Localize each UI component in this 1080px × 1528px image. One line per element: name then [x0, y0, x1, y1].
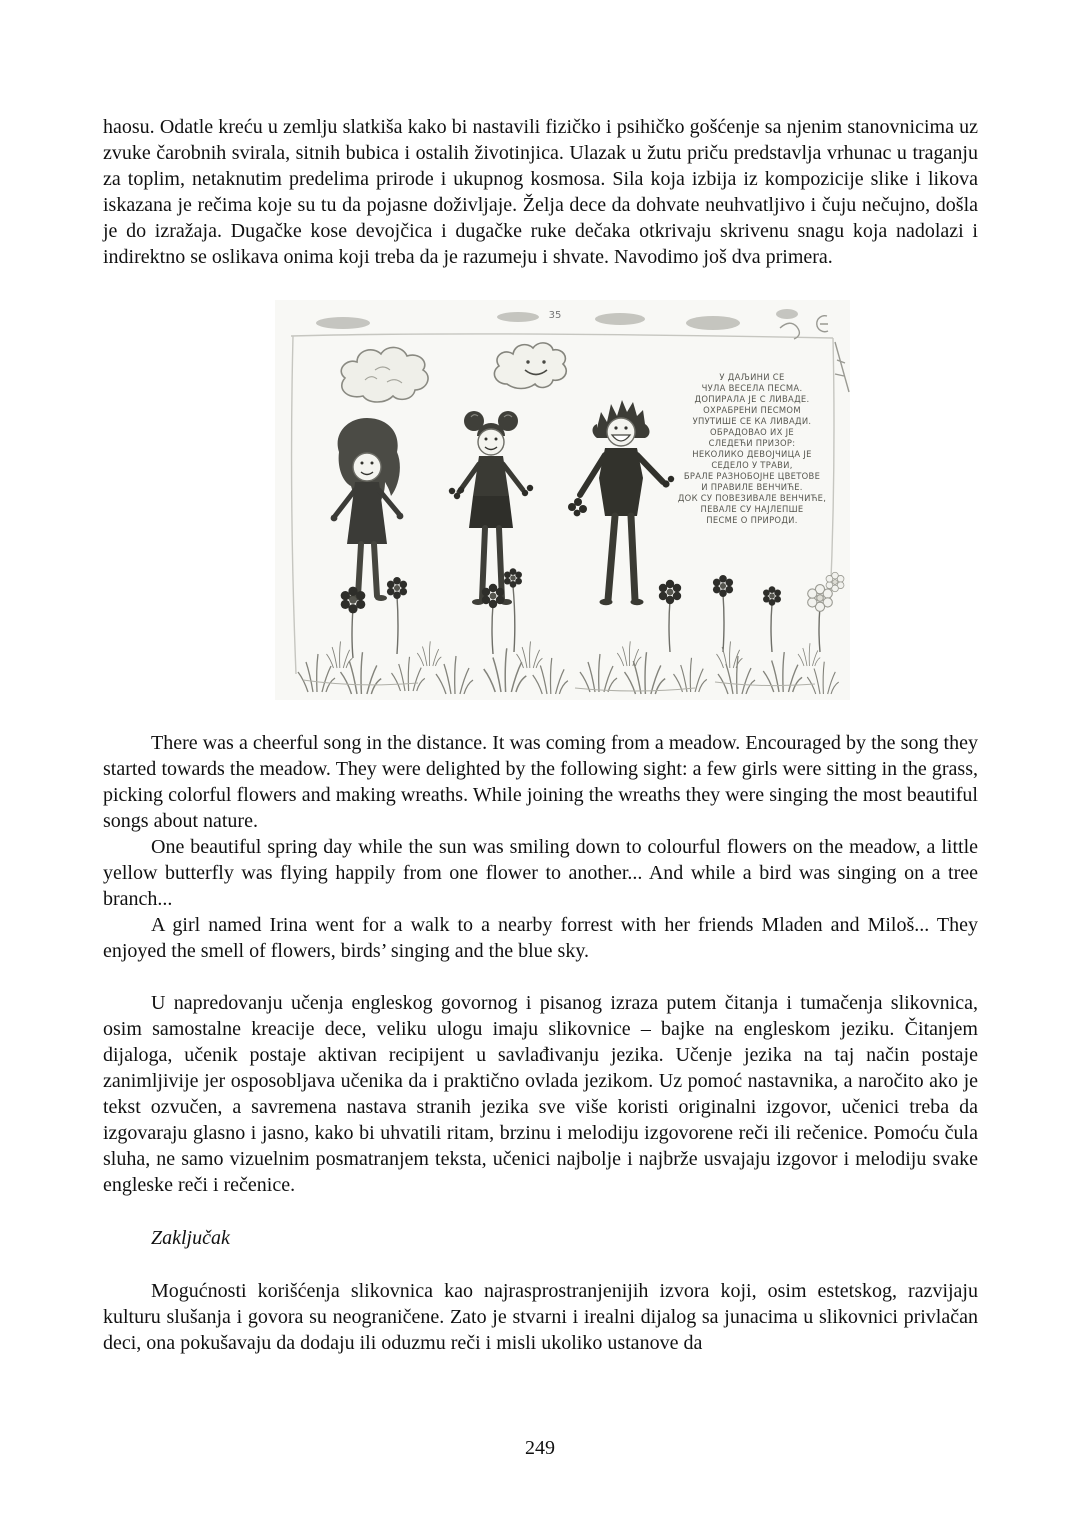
caption-line: ЧУЛА ВЕСЕЛА ПЕСМА.: [701, 383, 803, 393]
body-paragraph-6: Mogućnosti korišćenja slikovnica kao najrasprostranjenijih izvora koji, osim estetskog, razvijaju kulturu slušanja i govora su neograničene. Zato je stvarni i irealni dijalog sa junacima u slikovnici privlačan deci, ona pokušavaju da dodaju ili oduzmu reči i misli ukoliko ustanove da: [103, 1280, 978, 1354]
children-drawing-figure: [275, 300, 850, 700]
caption-line: ДОК СУ ПОВЕЗИВАЛЕ ВЕНЧИЋЕ,: [677, 493, 827, 503]
caption-line: УПУТИШЕ СЕ КА ЛИВАДИ.: [692, 416, 812, 426]
caption-line: И ПРАВИЛЕ ВЕНЧИЋЕ.: [701, 482, 803, 492]
body-paragraph-5: U napredovanju učenja engleskog govornog i pisanog izraza putem čitanja i tumačenja slikovnica, osim samostalne kreacije dece, veliku ulogu imaju slikovnice – bajke na engleskom jeziku. Čitanjem dijaloga, učenik postaje aktivan recipijent u savlađivanju jezika. Učenje jezika na taj način postaje zanimljivije jer osposobljava učenika da i praktično ovlada jezikom. Uz pomoć nastavnika, a naročito ako je tekst ozvučen, a savremena nastava stranih jezika sve više koristi originalni izgovor, učenici treba da izgovaraju glasno i jasno, kako bi uhvatili ritam, brzinu i melodiju izgovorene reči ili rečenice. Pomoću čula sluha, ne samo vizuelnim posmatranjem teksta, učenici najbolje i najbrže usvajaju izgovor i melodiju svake engleske reči i rečenice.: [103, 992, 978, 1196]
drawing-caption: [678, 372, 826, 525]
caption-line: ОБРАДОВАО ИХ ЈЕ: [710, 427, 794, 437]
cloud-eye-left: [526, 360, 529, 363]
body-paragraph-4: A girl named Irina went for a walk to a nearby forrest with her friends Mladen and Miloš... They enjoyed the smell of flowers, birds’ singing and the blue sky.: [103, 914, 978, 962]
caption-line: СЕДЕЛО У ТРАВИ,: [711, 460, 793, 470]
body-paragraph-2: There was a cheerful song in the distance. It was coming from a meadow. Encouraged by the song they started towards the meadow. They were delighted by the following sight: a few girls were sitting in the grass, picking colorful flowers and making wreaths. While joining the wreaths they were singing the most beautiful songs about nature.: [103, 732, 978, 832]
caption-line: ПЕСМЕ О ПРИРОДИ.: [706, 515, 798, 525]
body-paragraph-1: haosu. Odatle kreću u zemlju slatkiša kako bi nastavili fizičko i psihičko gošćenje sa njenim stanovnicima uz zvuke čarobnih svirala, sitnih bubica i ostalih životinjica. Ulazak u žutu priču predstavlja vrhunac u traganju za toplim, netaknutim predelima prirode i ukupnog kosmosa. Sila koja izbija iz kompozicije slike i likova iskazana je rečima koje su tu da pojasne doživljaje. Želja dece da dohvate neuhvatljivo i čuju nečujno, došla je do izražaja. Dugačke kose devojčica i dugačke ruke dečaka otkrivaju skrivenu snagu koja nadolazi i indirektno se oslikava onima koji treba da je razumeju i shvate. Navodimo još dva primera.: [103, 116, 978, 268]
caption-line: БРАЛЕ РАЗНОБОЈНЕ ЦВЕТОВЕ: [683, 471, 821, 481]
page-number: 249: [525, 1437, 555, 1459]
caption-line: СЛЕДЕЋИ ПРИЗОР:: [708, 438, 796, 448]
cloud-eye-right: [542, 360, 545, 363]
caption-line: ДОПИРАЛА ЈЕ С ЛИВАДЕ.: [694, 394, 810, 404]
scan-page-number: 35: [548, 310, 562, 321]
caption-line: НЕКОЛИКО ДЕВОЈЧИЦА ЈЕ: [692, 449, 812, 459]
body-paragraph-3: One beautiful spring day while the sun was smiling down to colourful flowers on the meadow, a little yellow butterfly was flying happily from one flower to another... And while a bird was singing on a tree branch...: [103, 836, 978, 910]
section-heading-zakljucak: Zaključak: [151, 1227, 230, 1249]
children-drawing: [275, 300, 850, 700]
caption-line: У ДАЉИНИ СЕ: [719, 372, 785, 382]
text-column: [103, 0, 978, 1356]
caption-line: ПЕВАЛЕ СУ НАЈЛЕПШЕ: [700, 504, 804, 514]
caption-line: ОХРАБРЕНИ ПЕСМОМ: [703, 405, 801, 415]
